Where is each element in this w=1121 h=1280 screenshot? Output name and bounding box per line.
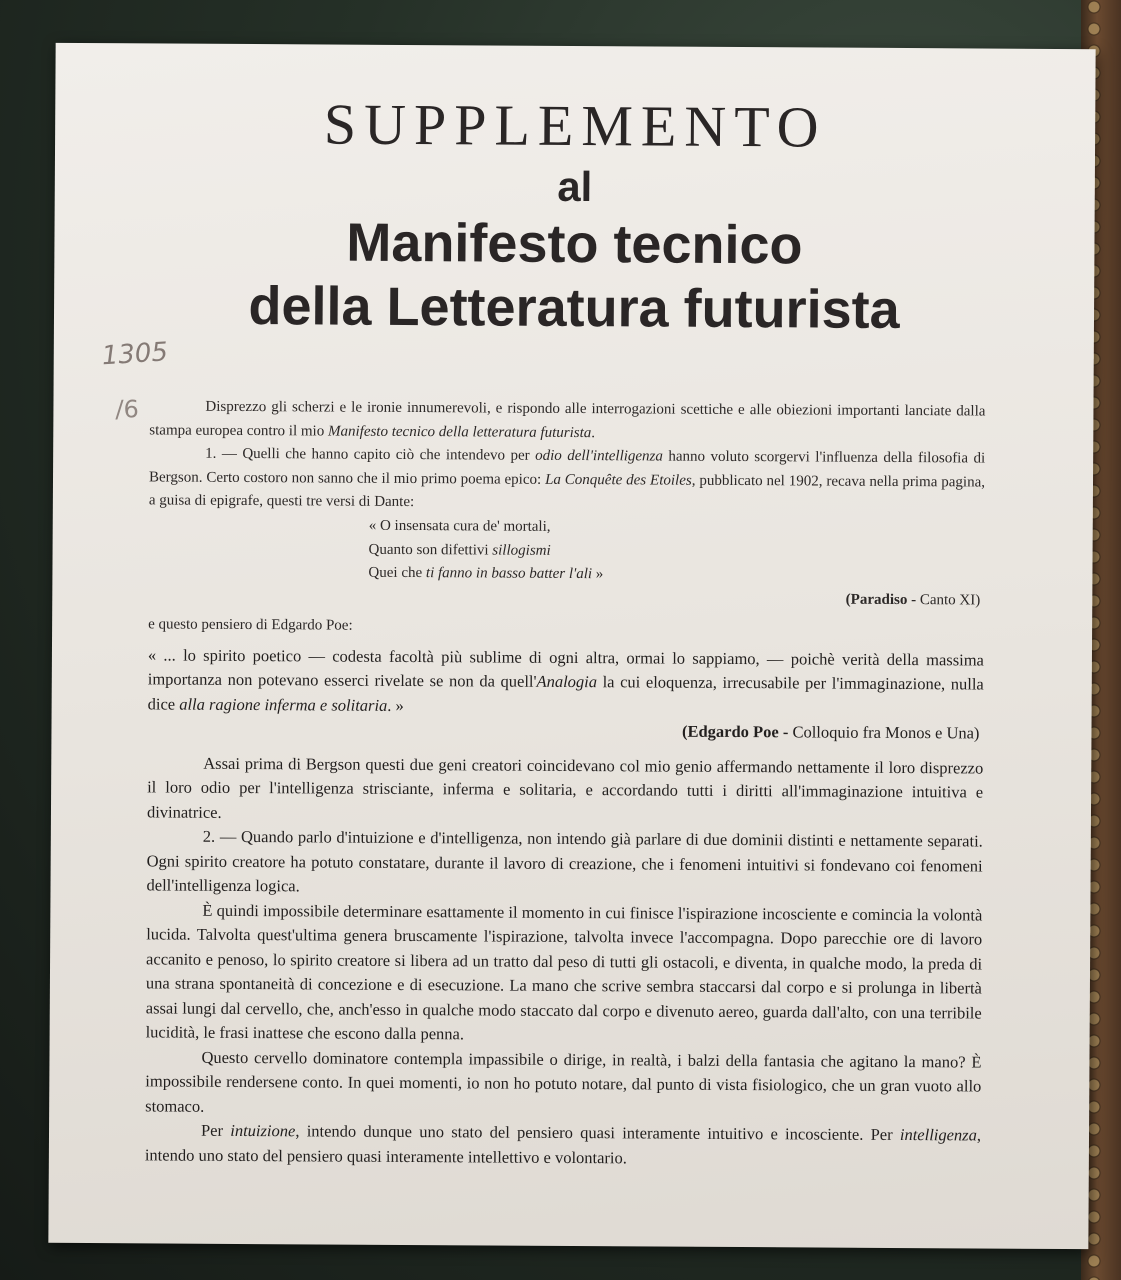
dante-line-3-end: » — [592, 566, 604, 583]
dante-line-2-text: Quanto son difettivi — [368, 541, 493, 559]
cervello-paragraph: Questo cervello dominatore contempla impassibile o dirige, in realtà, i balzi della fantasia che agitano la mano? È impossibile rendersene conto. In quei momenti, io non ho potuto notare, dal punto di vista fisiologico, che un gran vuoto allo stomaco. — [145, 1047, 982, 1116]
dante-ref-rest: Canto XI) — [916, 591, 981, 609]
document-body — [145, 395, 986, 1173]
intro-paragraph — [149, 395, 985, 447]
final-italic-b: intelligenza — [899, 1125, 977, 1145]
section-1-text-b: hanno voluto scorgervi l'influenza della filosofia di Bergson. Certo costoro non sanno che il mio primo poema epico: — [148, 448, 986, 488]
handwritten-mark: /6 — [115, 395, 139, 424]
poe-quote — [148, 643, 984, 722]
section-1-text-c: , pubblicato nel 1902, recava nella prima pagina, a guisa di epigrafe, questi tre versi di Dante: — [148, 472, 986, 511]
section-2-paragraph: 2. — Quando parlo d'intuizione e d'intelligenza, non intendo già parlare di due dominii distinti e nettamente separati. Ogni spirito creatore ha potuto constatare, durante il lavoro di creazione, che i fenomeni intuitivi si fondevano coi fenomeni dell'intelligenza logica. — [146, 827, 983, 896]
intro-italic: Manifesto tecnico della letteratura futurista — [327, 423, 592, 441]
title-supplemento: SUPPLEMENTO — [323, 91, 827, 160]
final-italic-a: intuizione — [230, 1121, 296, 1141]
poe-ref-rest: Colloquio fra Monos e Una) — [788, 722, 980, 743]
final-text-a: Per — [200, 1121, 231, 1141]
title-manifesto: Manifesto tecnico — [346, 212, 803, 276]
title-block — [54, 91, 1095, 343]
dante-line-1: « O insensata cura de' mortali, — [368, 517, 551, 535]
section-1-paragraph — [149, 443, 985, 519]
poe-italic-a: Analogia — [536, 672, 598, 692]
poe-italic-b: alla ragione inferma e solitaria — [179, 694, 388, 715]
dante-reference — [148, 584, 980, 613]
section-1-text-a: 1. — Quelli che hanno capito ciò che intendevo per — [205, 445, 536, 464]
poe-text-c: . » — [387, 695, 404, 715]
dante-line-3-italic: ti fanno in basso batter l'ali — [425, 565, 593, 583]
final-text-b: , intendo dunque uno stato del pensiero quasi interamente intuitivo e incosciente. Per — [295, 1121, 900, 1145]
handwritten-number: 1305 — [100, 337, 169, 372]
poe-reference — [147, 717, 979, 747]
intro-text: Disprezzo gli scherzi e le ironie innumerevoli, e rispondo alle interrogazioni scettiche e alle obiezioni importanti lanciate dalla stampa europea contro il mio — [149, 398, 986, 440]
dante-line-3 — [368, 562, 984, 589]
section-1-italic-a: odio dell'intelligenza — [535, 447, 663, 465]
poe-text-b: la cui eloquenza, irrecusabile per l'immaginazione, nulla dice — [147, 672, 984, 714]
title-letteratura: della Letteratura futurista — [248, 276, 900, 340]
dante-line-2-italic: sillogismi — [492, 542, 551, 559]
title-al: al — [557, 162, 593, 211]
poe-intro: e questo pensiero di Edgardo Poe: — [148, 616, 353, 635]
final-text-c: , intendo uno stato del pensiero quasi interamente intellettivo e volontario. — [144, 1125, 982, 1168]
dante-line-3-text: Quei che — [368, 564, 426, 582]
impossibile-paragraph: È quindi impossibile determinare esattamente il momento in cui finisce l'ispirazione incosciente e comincia la volontà lucida. Talvolta quest'ultima genera bruscamente l'ispirazione, talvolta invece l'accompagna. Dopo parecchie ore di lavoro accanito e penoso, lo spirito creatore si libera ad un tratto dal peso di tutti gli ostacoli, e diventa, in qualche modo, la preda di una strana spontaneità di concezione e di esecuzione. La mano che scrive sembra staccarsi dal corpo e si prolunga in libertà assai lungi dal cervello, che, anch'esso in qualche modo staccato dal corpo e divenuto aereo, guarda dall'alto, con una terribile lucidità, le frasi inattese che escono dalla penna. — [145, 900, 983, 1044]
poe-ref-bold: (Edgardo Poe - — [681, 722, 789, 742]
dante-ref-bold: (Paradiso - — [845, 591, 917, 608]
bergson-paragraph: Assai prima di Bergson questi due geni creatori coincidevano col mio genio affermando nettamente il loro disprezzo il loro odio per l'intelligenza strisciante, inferma e solitaria, e accordando tutti i diritti all'immaginazione intuitiva e divinatrice. — [146, 753, 984, 822]
poe-text-a: « ... lo spirito poetico — codesta facoltà più sublime di ogni altra, ormai lo sappiamo, — poichè verità della massima importanza non potevano esserci rivelate se non da quell' — [147, 645, 984, 692]
section-1-italic-b: La Conquête des Etoiles — [545, 471, 692, 489]
document-sheet — [48, 43, 1095, 1249]
final-paragraph — [145, 1119, 981, 1173]
dante-quote — [368, 515, 984, 590]
intro-end: . — [591, 424, 596, 441]
